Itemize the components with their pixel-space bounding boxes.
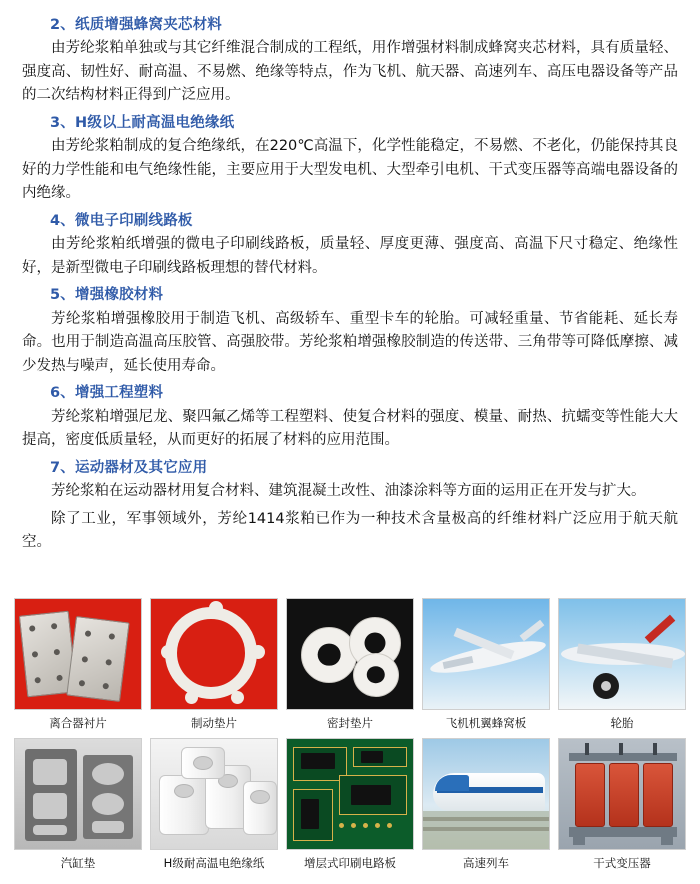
gallery-item-dry-transformer [558, 738, 686, 872]
section-body: 芳纶浆粕增强尼龙、聚四氟乙烯等工程塑料、使复合材料的强度、模量、耐热、抗蠕变等性能大大提高，密度低质量轻，从而更好的拓展了材料的应用范围。 [22, 408, 678, 449]
gallery-item-caption: 离合器衬片 [49, 715, 107, 730]
section-body: 由芳纶浆粕制成的复合绝缘纸，在220℃高温下，化学性能稳定，不易燃、不老化，仍能保持其良好的力学性能和电气绝缘性能，主要应用于大型发电机、大型牵引电机、干式变压器等高端电器设备的内绝缘。 [22, 138, 678, 202]
section-6 [22, 382, 678, 452]
gallery-item-caption: 增层式印刷电路板 [304, 855, 396, 870]
cylinder-gasket-image [14, 738, 142, 850]
gallery-item-aircraft-wing [422, 598, 550, 732]
closing-paragraph: 除了工业，军事领域外，芳纶1414浆粕已作为一种技术含量极高的纤维材料广泛应用于航天航空。 [22, 510, 678, 551]
section-heading: 2、纸质增强蜂窝夹芯材料 [50, 17, 222, 33]
section-heading: 3、H级以上耐高温电绝缘纸 [50, 114, 235, 131]
gallery-item-cylinder-gasket [14, 738, 142, 872]
section-heading: 4、微电子印刷线路板 [50, 212, 193, 229]
gallery-item-pcb [286, 738, 414, 872]
gallery-row [14, 598, 686, 732]
high-speed-train-image [422, 738, 550, 850]
section-body: 芳纶浆粕增强橡胶用于制造飞机、高级轿车、重型卡车的轮胎。可减轻重量、节省能耗、延长寿命。也用于制造高温高压胶管、高强胶带。芳纶浆粕增强橡胶制造的传送带、三角带等可降低摩擦、减少发热与噪声，延长使用寿命。 [22, 310, 678, 374]
dry-type-transformer-image [558, 738, 686, 850]
section-body: 芳纶浆粕在运动器材用复合材料、建筑混凝土改性、油漆涂料等方面的运用正在开发与扩大。 [51, 483, 646, 500]
section-body: 由芳纶浆粕单独或与其它纤维混合制成的工程纸，用作增强材料制成蜂窝夹芯材料，具有质量轻、强度高、韧性好、耐高温、不易燃、绝缘等特点，作为飞机、航天器、高速列车、高压电器设备等产品的二次结构材料正得到广泛应用。 [22, 40, 678, 104]
printed-circuit-board-image [286, 738, 414, 850]
insulation-paper-rolls-image [150, 738, 278, 850]
gallery-item-caption: 飞机机翼蜂窝板 [445, 715, 527, 730]
section-3 [22, 112, 678, 206]
gallery-item-caption: 轮胎 [610, 715, 634, 730]
gallery-item-caption: 密封垫片 [327, 715, 373, 730]
gallery-item-caption: 制动垫片 [191, 715, 237, 730]
clutch-plates-image [14, 598, 142, 710]
gallery-item-clutch-plates [14, 598, 142, 732]
gallery-item-high-speed-train [422, 738, 550, 872]
gallery-item-caption: 汽缸垫 [60, 855, 96, 870]
gallery-item-tire [558, 598, 686, 732]
product-image-gallery [14, 598, 686, 879]
tire-image [558, 598, 686, 710]
section-7 [22, 457, 678, 504]
gallery-item-caption: 干式变压器 [593, 855, 651, 870]
section-4 [22, 210, 678, 280]
aircraft-wing-image [422, 598, 550, 710]
gallery-item-seal-washers [286, 598, 414, 732]
brake-ring-image [150, 598, 278, 710]
gallery-item-caption: H级耐高温电绝缘纸 [163, 855, 265, 870]
section-5 [22, 284, 678, 378]
section-heading: 5、增强橡胶材料 [50, 287, 164, 304]
gallery-item-caption: 高速列车 [463, 855, 509, 870]
section-2 [22, 14, 678, 108]
section-heading: 6、增强工程塑料 [50, 385, 164, 402]
gallery-row [14, 738, 686, 872]
gallery-item-brake-ring [150, 598, 278, 732]
section-body: 由芳纶浆粕纸增强的微电子印刷线路板，质量轻、厚度更薄、强度高、高温下尺寸稳定、绝缘性好，是新型微电子印刷线路板理想的替代材料。 [22, 236, 678, 276]
seal-washers-image [286, 598, 414, 710]
section-heading: 7、运动器材及其它应用 [50, 459, 208, 476]
gallery-item-insulation-paper [150, 738, 278, 872]
